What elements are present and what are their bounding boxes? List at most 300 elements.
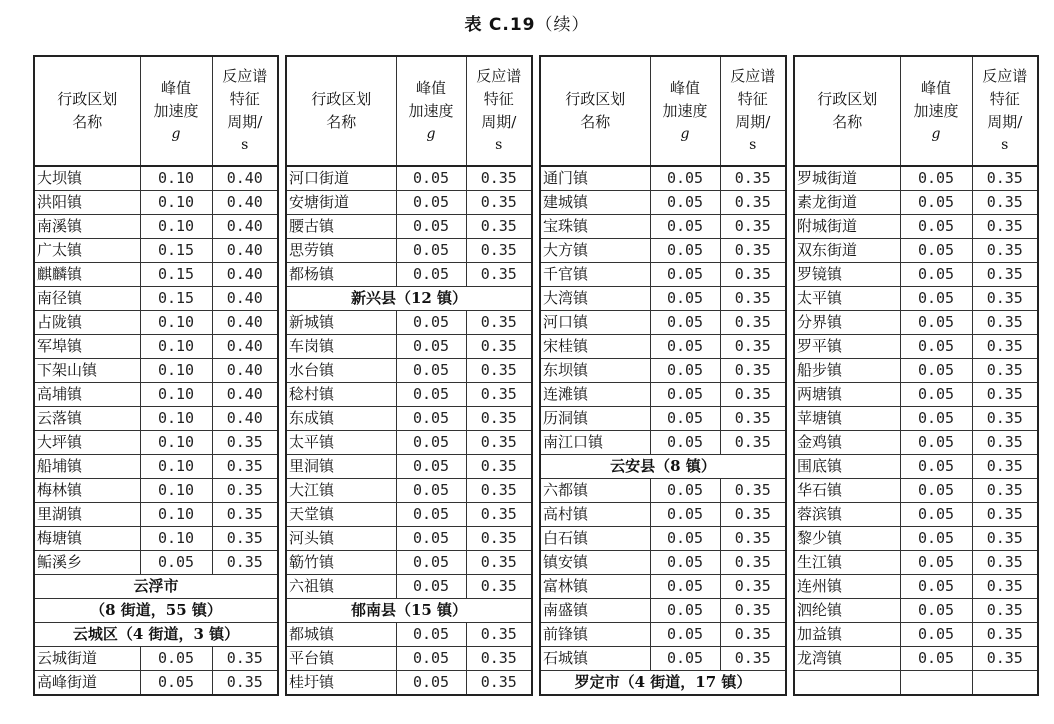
table-row <box>794 335 1038 359</box>
table-row <box>540 527 786 551</box>
char-period: 0.35 <box>720 166 786 191</box>
peak-acceleration: 0.05 <box>650 551 720 575</box>
table-block-3 <box>539 55 787 696</box>
peak-acceleration: 0.05 <box>650 599 720 623</box>
place-name: 云城街道 <box>34 647 140 671</box>
peak-acceleration: 0.05 <box>650 575 720 599</box>
header-period-line: 反应谱 <box>730 67 776 85</box>
char-period: 0.35 <box>720 263 786 287</box>
char-period: 0.35 <box>466 431 532 455</box>
place-name: 高村镇 <box>540 503 650 527</box>
place-name: 分界镇 <box>794 311 900 335</box>
place-name: 都城镇 <box>286 623 396 647</box>
place-name: 苹塘镇 <box>794 407 900 431</box>
peak-acceleration: 0.05 <box>650 623 720 647</box>
header-accel-line: g <box>171 125 181 142</box>
place-name: 南溪镇 <box>34 215 140 239</box>
place-name: 素龙街道 <box>794 191 900 215</box>
peak-acceleration: 0.05 <box>900 215 972 239</box>
place-name: 宋桂镇 <box>540 335 650 359</box>
table-row <box>34 287 278 311</box>
char-period: 0.35 <box>720 599 786 623</box>
char-period: 0.35 <box>466 263 532 287</box>
char-period: 0.35 <box>972 623 1038 647</box>
peak-acceleration: 0.10 <box>140 479 212 503</box>
table-row <box>286 359 532 383</box>
place-name: 高埔镇 <box>34 383 140 407</box>
peak-acceleration: 0.05 <box>900 551 972 575</box>
table-row <box>794 359 1038 383</box>
char-period: 0.35 <box>466 671 532 696</box>
char-period: 0.35 <box>720 527 786 551</box>
table-row <box>34 166 278 191</box>
place-name: 南径镇 <box>34 287 140 311</box>
peak-acceleration: 0.05 <box>650 239 720 263</box>
place-name: 东坝镇 <box>540 359 650 383</box>
table-row <box>34 263 278 287</box>
place-name: 天堂镇 <box>286 503 396 527</box>
peak-acceleration: 0.05 <box>900 383 972 407</box>
peak-acceleration: 0.05 <box>650 527 720 551</box>
char-period: 0.35 <box>720 335 786 359</box>
char-period: 0.35 <box>720 647 786 671</box>
table-row <box>794 623 1038 647</box>
header-accel <box>650 56 720 166</box>
char-period: 0.35 <box>972 407 1038 431</box>
table-row <box>794 166 1038 191</box>
place-name: 通门镇 <box>540 166 650 191</box>
peak-acceleration: 0.05 <box>650 647 720 671</box>
header-period-line: 周期/ <box>735 113 771 131</box>
table-row <box>794 191 1038 215</box>
place-name: 金鸡镇 <box>794 431 900 455</box>
table-row <box>286 455 532 479</box>
peak-acceleration: 0.05 <box>900 359 972 383</box>
peak-acceleration: 0.05 <box>396 311 466 335</box>
peak-acceleration: 0.05 <box>900 191 972 215</box>
char-period: 0.35 <box>972 215 1038 239</box>
peak-acceleration: 0.10 <box>140 166 212 191</box>
peak-acceleration: 0.05 <box>140 551 212 575</box>
peak-acceleration: 0.05 <box>650 503 720 527</box>
header-period <box>720 56 786 166</box>
place-name: 围底镇 <box>794 455 900 479</box>
peak-acceleration: 0.10 <box>140 311 212 335</box>
table-row <box>34 455 278 479</box>
peak-acceleration: 0.05 <box>900 455 972 479</box>
char-period: 0.35 <box>972 575 1038 599</box>
header-name-line: 行政区划 <box>311 90 372 108</box>
table-row <box>34 239 278 263</box>
table-row <box>286 239 532 263</box>
peak-acceleration: 0.10 <box>140 503 212 527</box>
table-row <box>286 166 532 191</box>
header-accel-line: g <box>931 125 941 142</box>
peak-acceleration: 0.10 <box>140 407 212 431</box>
table-row <box>794 647 1038 671</box>
peak-acceleration: 0.05 <box>650 191 720 215</box>
table-row <box>286 575 532 599</box>
peak-acceleration: 0.05 <box>650 311 720 335</box>
char-period: 0.35 <box>466 503 532 527</box>
char-period: 0.40 <box>212 263 278 287</box>
char-period: 0.35 <box>972 287 1038 311</box>
place-name: 双东街道 <box>794 239 900 263</box>
header-period-line: 反应谱 <box>476 67 522 85</box>
header-name-line: 名称 <box>580 113 611 131</box>
header-accel <box>900 56 972 166</box>
char-period: 0.40 <box>212 335 278 359</box>
header-name <box>34 56 140 166</box>
place-name: 都杨镇 <box>286 263 396 287</box>
char-period: 0.35 <box>720 287 786 311</box>
char-period: 0.35 <box>720 431 786 455</box>
peak-acceleration: 0.05 <box>396 359 466 383</box>
place-name: 两塘镇 <box>794 383 900 407</box>
table-row <box>794 527 1038 551</box>
peak-acceleration: 0.05 <box>396 431 466 455</box>
char-period: 0.40 <box>212 359 278 383</box>
char-period: 0.35 <box>972 599 1038 623</box>
table-row <box>34 383 278 407</box>
table-row <box>794 263 1038 287</box>
table-row <box>286 335 532 359</box>
peak-acceleration: 0.05 <box>396 263 466 287</box>
peak-acceleration: 0.05 <box>900 647 972 671</box>
place-name: 前锋镇 <box>540 623 650 647</box>
place-name: 新城镇 <box>286 311 396 335</box>
char-period: 0.35 <box>972 455 1038 479</box>
place-name: 梅塘镇 <box>34 527 140 551</box>
char-period: 0.35 <box>466 191 532 215</box>
header-accel <box>140 56 212 166</box>
section-row <box>286 287 532 311</box>
header-accel-line: 峰值 <box>415 78 446 97</box>
peak-acceleration: 0.10 <box>140 215 212 239</box>
table-row <box>540 431 786 455</box>
table-row <box>794 407 1038 431</box>
peak-acceleration: 0.05 <box>396 335 466 359</box>
header-name-line: 行政区划 <box>57 90 118 108</box>
char-period: 0.35 <box>466 407 532 431</box>
title-code: C.19 <box>488 15 536 35</box>
table-row <box>794 311 1038 335</box>
header-accel-line: g <box>426 125 436 142</box>
char-period: 0.35 <box>466 455 532 479</box>
header-period-line: 特征 <box>229 90 260 108</box>
char-period: 0.35 <box>972 166 1038 191</box>
place-name: 白石镇 <box>540 527 650 551</box>
place-name: 腰古镇 <box>286 215 396 239</box>
peak-acceleration: 0.05 <box>396 239 466 263</box>
table-row <box>34 407 278 431</box>
peak-acceleration: 0.15 <box>140 239 212 263</box>
char-period: 0.35 <box>466 623 532 647</box>
place-name: 高峰街道 <box>34 671 140 696</box>
header-period <box>466 56 532 166</box>
header-name-line: 行政区划 <box>817 90 878 108</box>
table-row <box>540 551 786 575</box>
char-period: 0.40 <box>212 166 278 191</box>
peak-acceleration: 0.05 <box>396 551 466 575</box>
header-accel-line: 加速度 <box>153 101 199 120</box>
char-period: 0.35 <box>972 263 1038 287</box>
table-row <box>286 311 532 335</box>
peak-acceleration: 0.05 <box>900 166 972 191</box>
char-period: 0.35 <box>972 239 1038 263</box>
header-period-line: 特征 <box>483 90 514 108</box>
table-row <box>540 215 786 239</box>
place-name: 连州镇 <box>794 575 900 599</box>
header-period <box>972 56 1038 166</box>
table-row <box>34 191 278 215</box>
place-name: 六祖镇 <box>286 575 396 599</box>
place-name: 河口镇 <box>540 311 650 335</box>
header-row <box>794 56 1038 166</box>
place-name: 罗城街道 <box>794 166 900 191</box>
char-period: 0.35 <box>972 479 1038 503</box>
char-period: 0.35 <box>212 527 278 551</box>
place-name: 军埠镇 <box>34 335 140 359</box>
place-name: 安塘街道 <box>286 191 396 215</box>
char-period: 0.35 <box>972 311 1038 335</box>
place-name: 宝珠镇 <box>540 215 650 239</box>
place-name: 思劳镇 <box>286 239 396 263</box>
char-period: 0.35 <box>212 479 278 503</box>
place-name: 附城街道 <box>794 215 900 239</box>
char-period: 0.40 <box>212 239 278 263</box>
header-accel-line: g <box>680 125 690 142</box>
table-row <box>540 335 786 359</box>
header-period-line: s <box>749 137 757 153</box>
char-period: 0.35 <box>720 383 786 407</box>
peak-acceleration: 0.05 <box>396 671 466 696</box>
table-row <box>34 503 278 527</box>
table-row <box>34 359 278 383</box>
peak-acceleration: 0.05 <box>650 263 720 287</box>
table-row <box>286 647 532 671</box>
peak-acceleration: 0.05 <box>900 335 972 359</box>
place-name: 连滩镇 <box>540 383 650 407</box>
peak-acceleration: 0.05 <box>140 647 212 671</box>
char-period: 0.40 <box>212 215 278 239</box>
place-name: 鲘溪乡 <box>34 551 140 575</box>
place-name: 加益镇 <box>794 623 900 647</box>
char-period: 0.40 <box>212 287 278 311</box>
table-row <box>34 431 278 455</box>
table-row <box>34 671 278 696</box>
peak-acceleration: 0.10 <box>140 335 212 359</box>
table-block-4 <box>793 55 1039 696</box>
table-row <box>794 575 1038 599</box>
table-row <box>540 623 786 647</box>
table-row <box>540 191 786 215</box>
char-period: 0.35 <box>720 623 786 647</box>
section-label: 罗定市（4 街道，17 镇） <box>540 671 786 696</box>
table-row <box>540 359 786 383</box>
section-label: 云浮市 <box>34 575 278 599</box>
table-row <box>540 575 786 599</box>
char-period: 0.35 <box>212 503 278 527</box>
peak-acceleration: 0.05 <box>396 479 466 503</box>
section-label: （8 街道，55 镇） <box>34 599 278 623</box>
place-name: 下架山镇 <box>34 359 140 383</box>
header-row <box>540 56 786 166</box>
char-period: 0.35 <box>720 359 786 383</box>
peak-acceleration: 0.05 <box>396 647 466 671</box>
header-period-line: s <box>241 137 249 153</box>
place-name: 河口街道 <box>286 166 396 191</box>
table-row <box>540 383 786 407</box>
place-name: 大坝镇 <box>34 166 140 191</box>
table-row <box>540 287 786 311</box>
peak-acceleration: 0.05 <box>396 455 466 479</box>
table-row <box>540 599 786 623</box>
peak-acceleration: 0.05 <box>650 407 720 431</box>
peak-acceleration: 0.05 <box>650 166 720 191</box>
header-accel-line: 加速度 <box>913 101 959 120</box>
peak-acceleration: 0.05 <box>650 431 720 455</box>
char-period: 0.35 <box>972 503 1038 527</box>
peak-acceleration: 0.10 <box>140 383 212 407</box>
section-row <box>34 623 278 647</box>
table-block-1 <box>33 55 279 696</box>
place-name: 龙湾镇 <box>794 647 900 671</box>
section-label: 郁南县（15 镇） <box>286 599 532 623</box>
place-name <box>794 671 900 696</box>
header-name <box>540 56 650 166</box>
section-row <box>286 599 532 623</box>
table-row <box>286 383 532 407</box>
char-period: 0.35 <box>720 311 786 335</box>
table-row <box>540 166 786 191</box>
header-row <box>286 56 532 166</box>
table-row <box>34 479 278 503</box>
header-accel-line: 峰值 <box>669 78 700 97</box>
place-name: 黎少镇 <box>794 527 900 551</box>
peak-acceleration: 0.05 <box>396 215 466 239</box>
place-name: 生江镇 <box>794 551 900 575</box>
char-period: 0.35 <box>720 407 786 431</box>
header-accel <box>396 56 466 166</box>
table-row <box>794 239 1038 263</box>
place-name: 泗纶镇 <box>794 599 900 623</box>
table-row <box>794 383 1038 407</box>
char-period: 0.35 <box>972 191 1038 215</box>
char-period: 0.35 <box>720 215 786 239</box>
header-name-line: 名称 <box>72 113 103 131</box>
place-name: 占陇镇 <box>34 311 140 335</box>
char-period: 0.35 <box>972 383 1038 407</box>
place-name: 建城镇 <box>540 191 650 215</box>
header-period-line: 周期/ <box>987 113 1023 131</box>
place-name: 富林镇 <box>540 575 650 599</box>
char-period: 0.40 <box>212 191 278 215</box>
peak-acceleration: 0.05 <box>900 287 972 311</box>
char-period: 0.35 <box>466 527 532 551</box>
place-name: 麒麟镇 <box>34 263 140 287</box>
place-name: 里洞镇 <box>286 455 396 479</box>
place-name: 千官镇 <box>540 263 650 287</box>
table-row <box>794 455 1038 479</box>
table-row <box>794 287 1038 311</box>
place-name: 河头镇 <box>286 527 396 551</box>
place-name: 蓉滨镇 <box>794 503 900 527</box>
section-row <box>540 455 786 479</box>
char-period: 0.35 <box>972 647 1038 671</box>
peak-acceleration: 0.05 <box>396 383 466 407</box>
char-period <box>972 671 1038 696</box>
header-period-line: 周期/ <box>481 113 517 131</box>
char-period: 0.35 <box>720 575 786 599</box>
header-accel-line: 峰值 <box>160 78 191 97</box>
peak-acceleration: 0.05 <box>900 263 972 287</box>
peak-acceleration: 0.05 <box>396 166 466 191</box>
char-period: 0.35 <box>212 671 278 696</box>
table-row <box>794 431 1038 455</box>
place-name: 船步镇 <box>794 359 900 383</box>
table-row <box>540 479 786 503</box>
peak-acceleration: 0.05 <box>650 215 720 239</box>
table-row <box>34 647 278 671</box>
char-period: 0.35 <box>466 239 532 263</box>
table-row <box>794 479 1038 503</box>
table-row <box>540 263 786 287</box>
char-period: 0.35 <box>466 383 532 407</box>
place-name: 六都镇 <box>540 479 650 503</box>
header-name-line: 名称 <box>326 113 357 131</box>
char-period: 0.35 <box>212 431 278 455</box>
header-period-line: 周期/ <box>227 113 263 131</box>
header-name <box>794 56 900 166</box>
table-row <box>540 503 786 527</box>
table-row <box>34 551 278 575</box>
char-period: 0.40 <box>212 407 278 431</box>
peak-acceleration: 0.05 <box>650 479 720 503</box>
peak-acceleration: 0.10 <box>140 359 212 383</box>
place-name: 大江镇 <box>286 479 396 503</box>
char-period: 0.35 <box>466 575 532 599</box>
place-name: 石城镇 <box>540 647 650 671</box>
header-accel-line: 峰值 <box>920 78 951 97</box>
place-name: 稔村镇 <box>286 383 396 407</box>
table-row <box>794 215 1038 239</box>
char-period: 0.35 <box>466 311 532 335</box>
place-name: 南盛镇 <box>540 599 650 623</box>
place-name: 桂圩镇 <box>286 671 396 696</box>
place-name: 簕竹镇 <box>286 551 396 575</box>
peak-acceleration: 0.10 <box>140 527 212 551</box>
title-suffix: （续） <box>535 15 590 35</box>
place-name: 云落镇 <box>34 407 140 431</box>
header-name-line: 名称 <box>832 113 863 131</box>
place-name: 梅林镇 <box>34 479 140 503</box>
place-name: 洪阳镇 <box>34 191 140 215</box>
table-row <box>34 527 278 551</box>
table-block-2 <box>285 55 533 696</box>
section-row <box>34 599 278 623</box>
peak-acceleration: 0.05 <box>900 311 972 335</box>
peak-acceleration: 0.05 <box>650 359 720 383</box>
section-label: 新兴县（12 镇） <box>286 287 532 311</box>
title-prefix: 表 <box>464 15 483 35</box>
header-period-line: s <box>1001 137 1009 153</box>
table-row <box>540 311 786 335</box>
table-row <box>540 647 786 671</box>
table-row <box>794 551 1038 575</box>
peak-acceleration: 0.15 <box>140 287 212 311</box>
table-row <box>286 215 532 239</box>
